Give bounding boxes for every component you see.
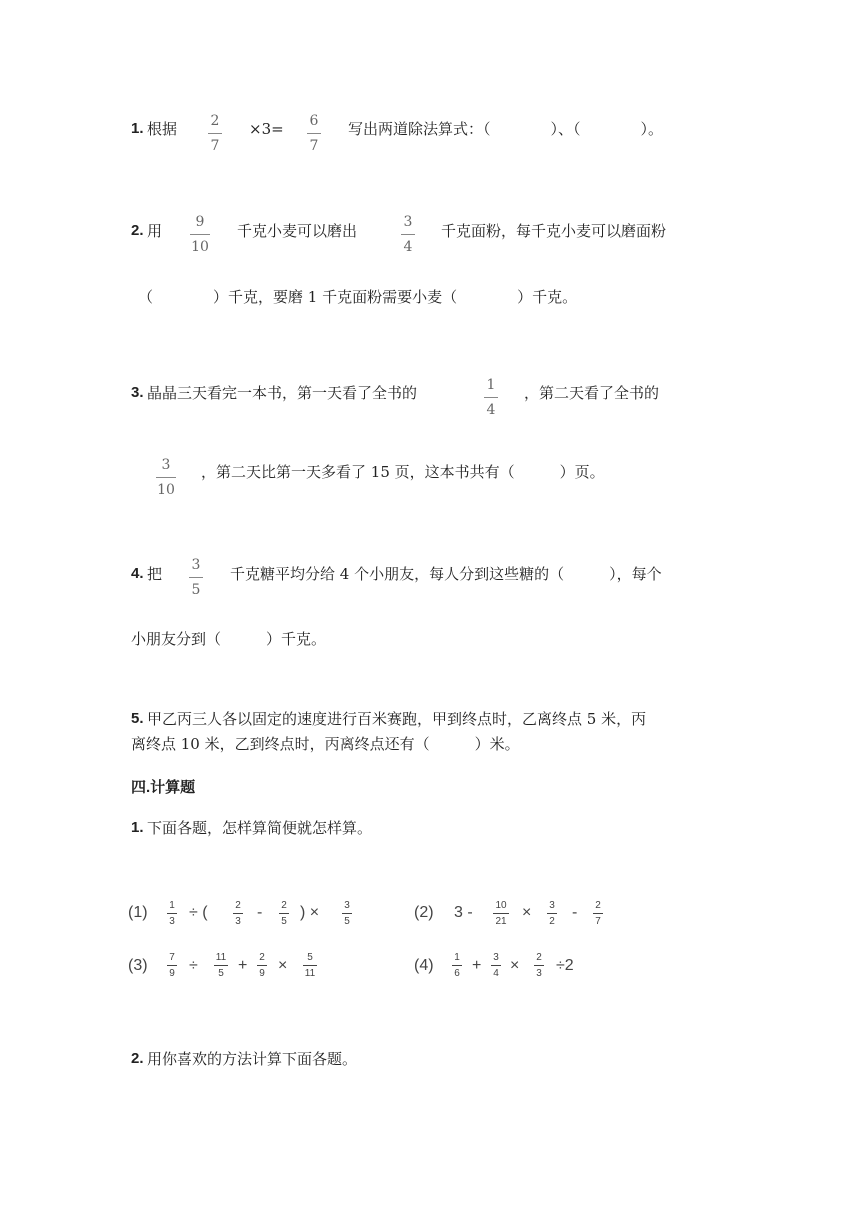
problem-label: (3): [128, 957, 148, 974]
question-number: 1.: [131, 819, 144, 836]
operator: -: [257, 904, 263, 921]
question-text: （ ）千克，要磨 1 千克面粉需要小麦（ ）千克。: [138, 288, 578, 306]
fraction: 1 3: [167, 900, 177, 927]
question-text: 写出两道除法算式：（ ）、（ ）。: [348, 120, 664, 138]
problem-label: (4): [414, 957, 434, 974]
question-number: 2.: [131, 222, 144, 239]
question-text: 千克小麦可以磨出: [237, 222, 358, 240]
question-number: 2.: [131, 1050, 144, 1067]
fraction: 3 4: [401, 213, 415, 256]
problem-label: (2): [414, 904, 434, 921]
question-text: 小朋友分到（ ）千克。: [131, 630, 327, 648]
fraction: 2 5: [279, 900, 289, 927]
question-text: 晶晶三天看完一本书，第一天看了全书的: [147, 384, 418, 402]
question-text: 把: [147, 565, 163, 583]
operator: +: [472, 957, 482, 974]
operator: ÷: [189, 957, 198, 974]
fraction: 10 21: [493, 900, 509, 927]
problem-label: (1): [128, 904, 148, 921]
question-text: 根据: [147, 120, 178, 138]
fraction: 6 7: [307, 112, 321, 155]
question-text: 用: [147, 222, 163, 240]
question-text: 甲乙丙三人各以固定的速度进行百米赛跑，甲到终点时，乙离终点 5 米，丙: [147, 710, 647, 728]
fraction: 3 2: [547, 900, 557, 927]
fraction: 2 9: [257, 952, 267, 979]
fraction: 2 3: [534, 952, 544, 979]
question-text: ×3=: [249, 120, 284, 138]
question-text: 下面各题，怎样算简便就怎样算。: [147, 819, 373, 837]
fraction: 3 5: [342, 900, 352, 927]
question-text: ，第二天看了全书的: [524, 384, 660, 402]
operator: ÷ (: [189, 904, 208, 921]
question-number: 4.: [131, 565, 144, 582]
operator: ×: [510, 957, 520, 974]
operator: -: [572, 904, 578, 921]
fraction: 3 4: [491, 952, 501, 979]
fraction: 3 10: [157, 457, 175, 498]
operator: ÷2: [556, 957, 574, 974]
question-text: 离终点 10 米，乙到终点时，丙离终点还有（ ）米。: [131, 735, 520, 753]
operator: ×: [522, 904, 532, 921]
operator: ×: [278, 957, 288, 974]
fraction: 11 5: [215, 952, 227, 979]
question-number: 1.: [131, 120, 144, 137]
fraction: 1 6: [452, 952, 462, 979]
question-text: 用你喜欢的方法计算下面各题。: [147, 1050, 358, 1068]
question-number: 5.: [131, 710, 144, 727]
question-text: 千克糖平均分给 4 个小朋友，每人分到这些糖的（ ），每个: [230, 565, 662, 583]
fraction: 2 7: [208, 112, 222, 155]
operator: 3 -: [454, 904, 473, 921]
question-text: 千克面粉，每千克小麦可以磨面粉: [441, 222, 667, 240]
fraction: 2 3: [233, 900, 243, 927]
fraction: 5 11: [304, 952, 316, 979]
operator: +: [238, 957, 248, 974]
question-number: 3.: [131, 384, 144, 401]
question-text: ，第二天比第一天多看了 15 页，这本书共有（ ）页。: [201, 463, 605, 481]
fraction: 9 10: [191, 214, 209, 255]
section-heading: 四.计算题: [131, 779, 196, 796]
fraction: 1 4: [484, 376, 498, 419]
fraction: 7 9: [167, 952, 177, 979]
fraction: 2 7: [593, 900, 603, 927]
fraction: 3 5: [189, 556, 203, 599]
operator: ) ×: [300, 904, 320, 921]
